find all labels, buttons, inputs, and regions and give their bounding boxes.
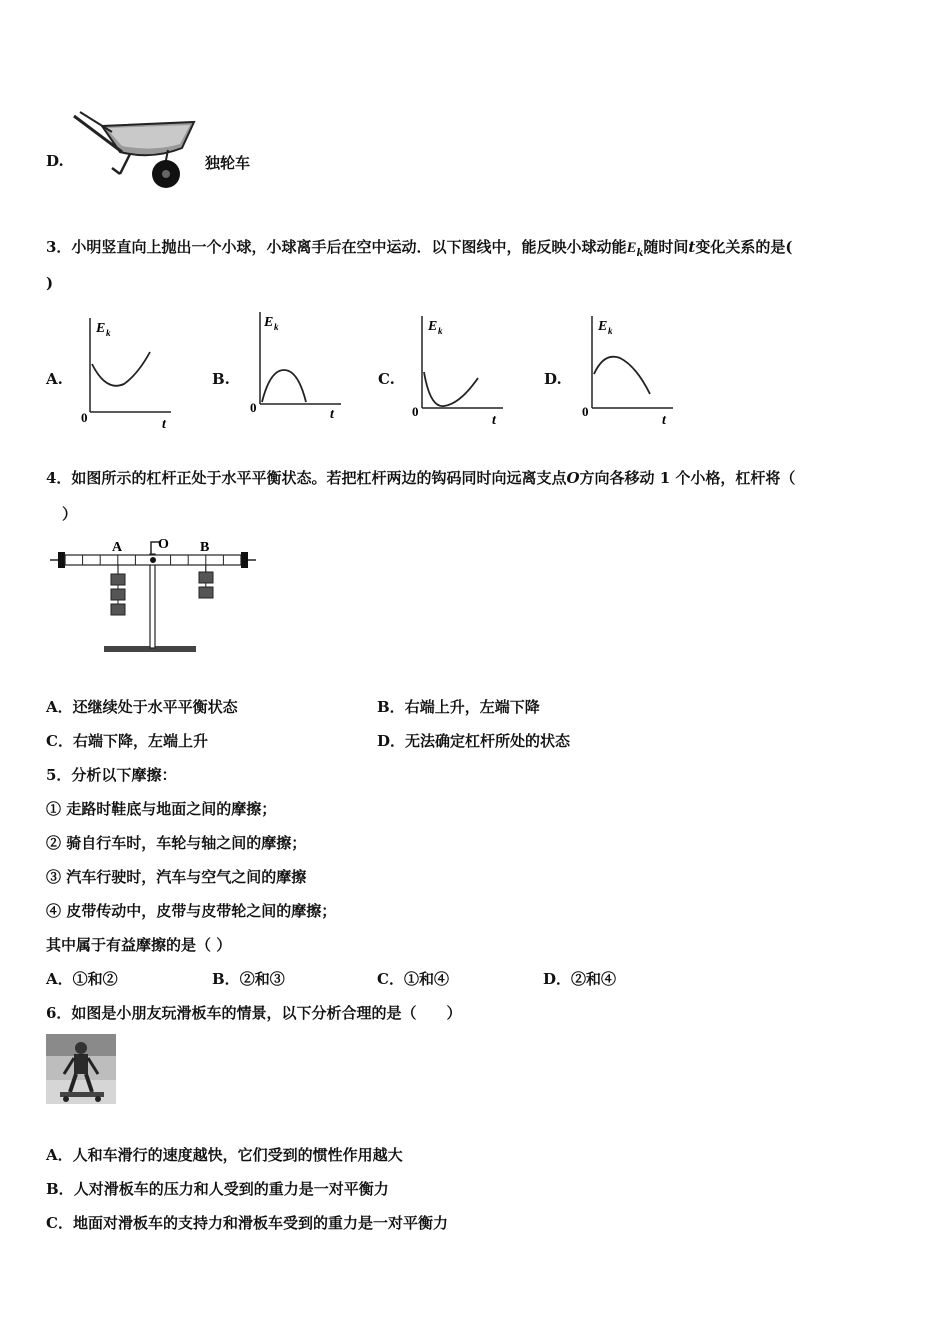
q6-option-c: C．地面对滑板车的支持力和滑板车受到的重力是一对平衡力 xyxy=(46,1214,448,1232)
q4-option-c: C．右端下降，左端上升 xyxy=(46,732,208,750)
scooter-photo xyxy=(46,1034,116,1104)
left-weight xyxy=(111,574,125,585)
q6-stem: 6．如图是小朋友玩滑板车的情景，以下分析合理的是（ ） xyxy=(46,1004,462,1022)
q5-option-b: B．②和③ xyxy=(212,970,285,988)
q4-stem-close: ） xyxy=(62,505,78,523)
q3-stem: 3．小明竖直向上抛出一个小球，小球离手后在空中运动．以下图线中，能反映小球动能$E_k$随时间t变化关系的是( xyxy=(46,238,793,259)
q2-option-d-letter: D. xyxy=(46,152,64,170)
right-weight xyxy=(199,587,213,598)
left-weight xyxy=(111,604,125,615)
q4-stem: 4．如图所示的杠杆正处于水平平衡状态。若把杠杆两边的钩码同时向远离支点O方向各移动 1 个小格，杠杆将（ xyxy=(46,469,796,487)
q4-option-a: A．还继续处于水平平衡状态 xyxy=(46,698,238,716)
q3-graph-c-xlabel: t xyxy=(492,413,496,428)
lever-diagram xyxy=(48,532,262,658)
q3-graph-b-origin: 0 xyxy=(250,400,257,415)
q3-graph-b-ysub: k xyxy=(274,322,279,332)
q3-graph-b-ylabel: E xyxy=(264,315,274,330)
q5-option-a: A．①和② xyxy=(46,970,118,988)
q3-graph-a-ysub: k xyxy=(106,328,111,338)
q3-graph-a xyxy=(76,312,176,430)
q3-graph-c-ysub: k xyxy=(438,326,443,336)
q5-item: ② 骑自行车时，车轮与轴之间的摩擦； xyxy=(46,834,307,852)
q5-option-c: C．①和④ xyxy=(377,970,449,988)
q5-item: ④ 皮带传动中，皮带与皮带轮之间的摩擦； xyxy=(46,902,337,920)
q3-graph-a-origin: 0 xyxy=(81,410,88,425)
q2-option-d-text: 独轮车 xyxy=(205,154,251,172)
q3-option-b-letter: B. xyxy=(212,370,230,388)
q3-graph-d xyxy=(578,312,678,430)
q3-graph-d-xlabel: t xyxy=(662,413,666,428)
q3-stem-close: ) xyxy=(46,274,54,292)
q5-question: 其中属于有益摩擦的是（ ） xyxy=(46,936,232,954)
q5-stem: 5．分析以下摩擦： xyxy=(46,766,177,784)
q3-graph-b-xlabel: t xyxy=(330,407,334,422)
lever-pivot xyxy=(150,557,156,563)
q4-option-b: B．右端上升，左端下降 xyxy=(377,698,540,716)
q5-item: ③ 汽车行驶时，汽车与空气之间的摩擦 xyxy=(46,868,307,886)
q3-graph-d-ylabel: E xyxy=(598,319,608,334)
q3-graph-c xyxy=(408,312,508,430)
q3-graph-b xyxy=(246,308,346,426)
q3-graph-c-origin: 0 xyxy=(412,404,419,419)
left-weight xyxy=(111,589,125,600)
q5-item: ① 走路时鞋底与地面之间的摩擦； xyxy=(46,800,277,818)
wheelbarrow-image xyxy=(72,108,200,190)
lever-label-b: B xyxy=(200,540,210,555)
q4-option-d: D．无法确定杠杆所处的状态 xyxy=(377,732,571,750)
q3-graph-d-origin: 0 xyxy=(582,404,589,419)
q6-option-b: B．人对滑板车的压力和人受到的重力是一对平衡力 xyxy=(46,1180,389,1198)
lever-label-o: O xyxy=(158,537,169,552)
q3-option-d-letter: D. xyxy=(544,370,562,388)
q5-option-d: D．②和④ xyxy=(543,970,617,988)
lever-label-a: A xyxy=(112,540,123,555)
q3-graph-c-ylabel: E xyxy=(428,319,438,334)
lever-pole xyxy=(150,554,155,648)
right-weight xyxy=(199,572,213,583)
q3-graph-a-ylabel: E xyxy=(96,321,106,336)
q3-option-a-letter: A. xyxy=(46,370,63,388)
q6-option-a: A．人和车滑行的速度越快，它们受到的惯性作用越大 xyxy=(46,1146,403,1164)
q3-option-c-letter: C. xyxy=(378,370,395,388)
q3-graph-d-ysub: k xyxy=(608,326,613,336)
q3-graph-a-xlabel: t xyxy=(162,417,166,430)
